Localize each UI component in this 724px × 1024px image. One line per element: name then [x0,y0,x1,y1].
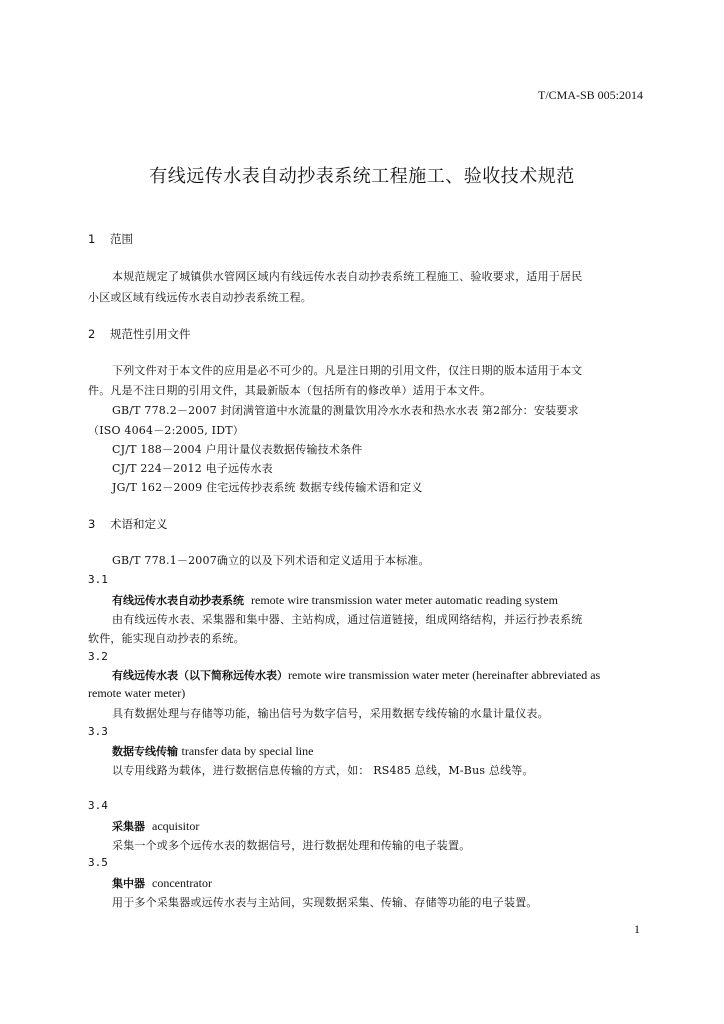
clause-3-2-number: 3.2 [88,650,108,663]
reference-4: JG/T 162－2009 住宅远传抄表系统 数据专线传输术语和定义 [112,481,423,494]
section-1-para-line-1: 本规范规定了城镇供水管网区域内有线远传水表自动抄表系统工程施工、验收要求，适用于居民 [112,270,583,283]
section-2-para-line-2: 件。凡是不注日期的引用文件，其最新版本（包括所有的修改单）适用于本文件。 [88,384,492,397]
term-3-4-def-line-1: 采集一个或多个远传水表的数据信号，进行数据处理和传输的电子装置。 [112,839,471,852]
term-3-2 [112,667,600,683]
term-3-1-def-line-2: 软件，能实现自动抄表的系统。 [88,632,245,645]
section-3-heading [88,516,168,532]
clause-3-5-number: 3.5 [88,856,108,869]
term-3-4-en: acquisitor [152,819,200,833]
term-3-3-def-line-1: 以专用线路为载体，进行数据信息传输的方式，如： RS485 总线，M-Bus 总线等。 [112,764,534,777]
section-1-number: 1 [88,232,96,246]
section-2-title: 规范性引用文件 [110,327,191,341]
reference-1-line-2: （ISO 4064－2:2005, IDT） [88,424,244,437]
reference-1-line-1: GB/T 778.2－2007 封闭满管道中水流量的测量饮用冷水水表和热水水表 第2部分：安装要求 [112,404,579,417]
term-3-5-def-line-1: 用于多个采集器或远传水表与主站间，实现数据采集、传输、存储等功能的电子装置。 [112,896,538,909]
reference-3: CJ/T 224－2012 电子远传水表 [112,462,273,475]
section-2-para-line-1: 下列文件对于本文件的应用是必不可少的。凡是注日期的引用文件，仅注日期的版本适用于本文 [112,364,583,377]
document-title: 有线远传水表自动抄表系统工程施工、验收技术规范 [149,166,575,187]
section-2-heading [88,326,191,342]
term-3-4 [112,818,199,834]
term-3-2-en-line-2: remote water meter) [88,686,186,700]
section-3-number: 3 [88,517,96,531]
term-3-1-zh: 有线远传水表自动抄表系统 [112,594,244,607]
standard-code: T/CMA-SB 005:2014 [538,88,644,102]
term-3-4-zh: 采集器 [112,820,145,833]
term-3-2-def-line-1: 具有数据处理与存储等功能，输出信号为数字信号，采用数据专线传输的水量计量仪表。 [112,707,549,720]
term-3-5 [112,875,212,891]
section-1-heading [88,231,133,247]
term-3-2-zh: 有线远传水表（以下简称远传水表） [112,669,288,682]
term-3-1-en: remote wire transmission water meter automatic reading system [251,593,558,607]
term-3-1 [112,592,558,608]
term-3-2-en-line-1: remote wire transmission water meter (hereinafter abbreviated as [288,668,601,682]
section-3-title: 术语和定义 [110,517,168,531]
term-3-5-zh: 集中器 [112,877,145,890]
term-3-1-def-line-1: 由有线远传水表、采集器和集中器、主站构成，通过信道链接，组成网络结构，并运行抄表系统 [112,613,583,626]
term-3-3 [112,743,313,759]
clause-3-3-number: 3.3 [88,725,108,738]
section-2-number: 2 [88,327,96,341]
term-3-5-en: concentrator [152,876,212,890]
reference-2: CJ/T 188－2004 户用计量仪表数据传输技术条件 [112,443,363,456]
clause-3-4-number: 3.4 [88,799,108,812]
section-3-intro: GB/T 778.1－2007确立的以及下列术语和定义适用于本标准。 [112,554,430,567]
term-3-3-zh: 数据专线传输 [112,745,178,758]
page-number: 1 [634,922,640,936]
section-1-para-line-2: 小区或区域有线远传水表自动抄表系统工程。 [88,291,312,304]
section-1-title: 范围 [110,232,133,246]
term-3-3-en: transfer data by special line [181,744,314,758]
clause-3-1-number: 3.1 [88,573,108,586]
